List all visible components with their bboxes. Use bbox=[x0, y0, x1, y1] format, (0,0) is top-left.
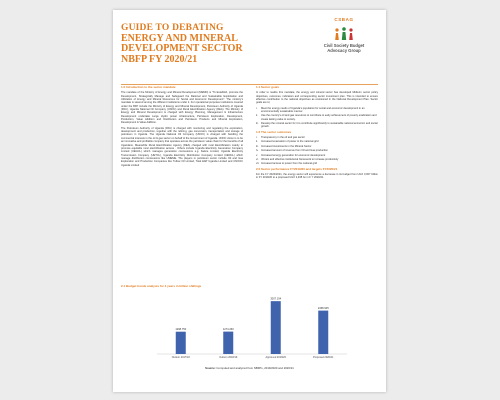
csbag-logo bbox=[314, 17, 374, 53]
list-item: vii. Increased access to power from the national grid bbox=[256, 162, 317, 166]
goals-heading: 1.1 Sector goals bbox=[256, 85, 280, 89]
bar-1 bbox=[223, 332, 233, 354]
document-title bbox=[121, 23, 296, 65]
data-label-0: 1268.750 bbox=[175, 328, 187, 332]
budget-trends-chart bbox=[121, 284, 378, 374]
list-item: iii. Increased investments in the Mineral Sector bbox=[256, 144, 312, 148]
people-icon bbox=[333, 26, 355, 41]
source-label: Source: bbox=[205, 366, 216, 370]
list-item: i. Meet the energy needs of Uganda's population for social and economic development in an environmentally sustainable manner. bbox=[256, 106, 365, 114]
x-tick-label-1: Outturn 2018/19 bbox=[219, 356, 238, 359]
goals-intro: In order to realize this mandate, the energy and mineral sector has developed Midterm sector policy objectives, outcomes, indicators and corresponding sector investment plan. This is intended to ensure effective contribution to the national objectives as envisioned in the National Development Plan. Sector goals are to; bbox=[256, 91, 378, 105]
goals-list bbox=[256, 107, 378, 129]
title-line-3: DEVELOPMENT SECTOR bbox=[121, 43, 243, 54]
chart-title: 2.1 Budget trends analysis for 4 years in billion shillings bbox=[121, 284, 202, 288]
bar-3 bbox=[318, 311, 328, 354]
x-tick-label-0: Outturn 2017/18 bbox=[171, 356, 190, 359]
intro-heading: 1.0 Introduction to the sector mandate bbox=[121, 85, 176, 89]
list-item: iii. Develop the mineral sector for it to contribute significantly to sustainable national economic and social growth. bbox=[256, 122, 378, 129]
intro-paragraph-2: The Petroleum Authority of Uganda (PAU) is charged with monitoring and regulating the exploration, development and production, together with the refining, gas conversion, transportation and storage of petroleum in Uganda. The Uganda National Oil Company (UNOC) is charged with handling the commercial interests in the oil & gas sector on behalf of the Government of Uganda. UNOC vision is to be an innovative and profitable company that operates across the petroleum value chain for the benefits of all Ugandans. Meanwhile Rural Electrification Agency (REA) charged with rural Electrification mainly to promote equitable rural electrification access . Others include Uganda Electricity Generation Company Limited (UEGCL) which manages generation concessions e.g. Kalere Limited, Uganda Electricity Transmission Company (UETCL), Uganda Electricity Distribution Company Limited (UEDCL) which manage distribution concessions like UMEME. The players in petroleum sector include Oil and Gas Exploration and Production Companies like Tullow Oil Limited, Total E&P Uganda Limited and CNOOC Uganda Limited bbox=[121, 126, 243, 167]
intro-paragraph-1: The mandate of the Ministry of Energy and Mineral Development (MEMD) is "To Establish, promote the Development, Strategically Manage and Safeguard the Rational and Sustainable Exploitation and Utilization of Energy and Mineral Resources for Social and Economic Development". The ministry's mandate is steered among the different institutions under it. For operational purposes institutions covered under the BFP include the Ministry of Energy and Mineral Development, Petroleum Authority of Uganda (PAU), Uganda National Oil Company (UNOC) and Rural Electrification Agency (REA). The Ministry of Energy and Mineral Development is charged with Energy Planning, Management & Infrastructure Development undertake Large Hydro power infrastructure, Petroleum Exploration, Development, Production, Value Addition and Distribution and Petroleum Products and Mineral Exploration, Development & Value Addition. bbox=[121, 91, 243, 125]
logo-org-line-1: Civil Society Budget bbox=[323, 43, 365, 48]
bar-2 bbox=[271, 301, 281, 354]
logo-org-line-2: Advocacy Group bbox=[327, 48, 361, 53]
document-page bbox=[113, 10, 386, 392]
outcomes-list bbox=[256, 136, 378, 165]
title-line-2: ENERGY AND MINERAL bbox=[121, 32, 238, 44]
list-item: i. Transparency in the oil and gas sector bbox=[256, 136, 305, 140]
performance-heading: 2.0 Sector performance FY2019/20 and targets FY2020/21 bbox=[256, 166, 338, 171]
logo-org-name bbox=[314, 43, 374, 53]
chart-source bbox=[121, 366, 378, 370]
list-item: ii. Increased evacuation of power to the national grid bbox=[256, 140, 319, 144]
data-label-3: 2468.945 bbox=[317, 307, 329, 311]
list-item: ii. Use the country's oil and gas resources to contribute to early achievement of poverty eradication and create lasting value to society. bbox=[256, 114, 377, 121]
list-item: vi. Vibrant and effective institutional framework to increase productivity bbox=[256, 157, 339, 161]
bar-chart bbox=[121, 290, 378, 364]
data-label-1: 1274.260 bbox=[222, 328, 234, 332]
x-tick-label-2: Approved 2019/20 bbox=[265, 356, 286, 359]
title-line-1: GUIDE TO DEBATING bbox=[121, 23, 224, 33]
bar-0 bbox=[176, 332, 186, 354]
list-item: v. Increased energy generation for economic development bbox=[256, 153, 326, 157]
x-tick-label-3: Proposed 2020/21 bbox=[313, 356, 334, 359]
data-label-2: 3007.194 bbox=[270, 297, 282, 301]
csbag-emblem-icon bbox=[331, 17, 357, 41]
right-column bbox=[256, 86, 378, 182]
performance-text: For the FY 2020/2021, the energy sector will experience a decrease in its budget from UGX 3,007 billion in FY 2019/20 to a proposed UGX 2,468 bn in F Y 2020/21. bbox=[256, 172, 378, 180]
outcomes-heading: 1.2 The sector outcomes bbox=[256, 129, 292, 134]
list-item: iv. Increased amount of revenue from Oil and Gas production bbox=[256, 149, 328, 153]
title-line-4: NBFP FY 2020/21 bbox=[121, 53, 198, 65]
logo-arc-text: CSBAG bbox=[334, 17, 354, 22]
left-column bbox=[121, 86, 243, 169]
source-text: Computed and analyzed from NBFPs, 2019/2020 and 2020/21 bbox=[215, 366, 294, 370]
